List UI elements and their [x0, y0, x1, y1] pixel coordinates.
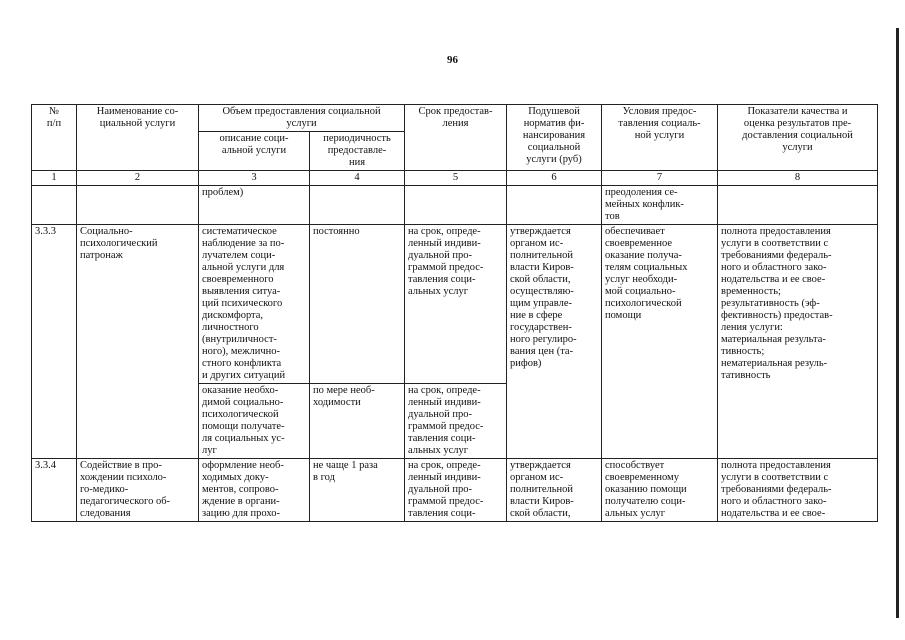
continuation-conditions: преодоления се- мейных конфлик- тов [602, 186, 718, 225]
row-number: 3.3.3 [32, 225, 77, 459]
continuation-row [32, 186, 878, 225]
header-volume-group: Объем предоставления социальной услуги [199, 105, 405, 132]
column-number: 2 [77, 171, 199, 186]
service-description: оформление необ- ходимых доку- ментов, сопрово- ждение в органи- зацию для прохо- [199, 459, 310, 522]
service-conditions: обеспечивает своевременное оказание получа- телям социальных услуг необходи- мой социально- психологической помощи [605, 226, 688, 321]
column-number-row [32, 171, 878, 186]
service-periodicity: по мере необ- ходимости [310, 384, 405, 459]
service-term: на срок, опреде- ленный индиви- дуальной про- граммой предос- тавления соци- альных услуг [405, 384, 507, 459]
header-indicators: Показатели качества и оценка результатов пре- доставления социальной услуги [718, 105, 878, 171]
table-row [32, 459, 878, 522]
table-row [32, 225, 878, 384]
table-cell [405, 186, 507, 225]
service-conditions: способствует своевременному оказанию помощи получателю соци- альных услуг [602, 459, 718, 522]
table-cell [507, 186, 602, 225]
service-periodicity: не чаще 1 раза в год [310, 459, 405, 522]
social-services-table [31, 104, 878, 522]
service-norm: утверждается органом ис- полнительной власти Киров- ской области, [507, 459, 602, 522]
service-description: систематическое наблюдение за по- лучателем соци- альной услуги для своевременного выявления ситуа- ций психического дискомфорта, личностного (внутриличност- ного), межлично- стного конфликта и других ситуаций [199, 225, 310, 384]
header-conditions: Условия предос- тавления социаль- ной услуги [602, 105, 718, 171]
column-number: 4 [310, 171, 405, 186]
table-cell [32, 186, 77, 225]
scan-edge-bar [896, 28, 899, 618]
column-number: 6 [507, 171, 602, 186]
service-norm: утверждается органом ис- полнительной власти Киров- ской области, осуществляю- щим управле- ние в сфере государствен- ного регулиро- вания цен (та- рифов) [507, 225, 602, 459]
column-number: 5 [405, 171, 507, 186]
service-conditions-cell [602, 225, 718, 459]
header-periodicity: периодичность предоставле- ния [310, 132, 405, 171]
service-indicators: полнота предоставления услуги в соответствии с требованиями федераль- ного и областного зако- нодательства и ее свое- [718, 459, 878, 522]
page-number: 96 [447, 54, 458, 66]
header-description: описание соци- альной услуги [199, 132, 310, 171]
column-number: 7 [602, 171, 718, 186]
table-cell [310, 186, 405, 225]
service-term: на срок, опреде- ленный индиви- дуальной про- граммой предос- тавления соци- [405, 459, 507, 522]
header-service-name: Наименование со- циальной услуги [77, 105, 199, 171]
header-row [32, 105, 878, 132]
service-name: Социально- психологический патронаж [77, 225, 199, 459]
column-number: 8 [718, 171, 878, 186]
service-description: оказание необхо- димой социально- психологической помощи получате- ля социальных ус- луг [199, 384, 310, 459]
column-number: 3 [199, 171, 310, 186]
header-term: Срок предостав- ления [405, 105, 507, 171]
service-periodicity: постоянно [310, 225, 405, 384]
row-number: 3.3.4 [32, 459, 77, 522]
column-number: 1 [32, 171, 77, 186]
table-cell [77, 186, 199, 225]
service-name: Содействие в про- хождении психоло- го-медико- педагогического об- следования [77, 459, 199, 522]
continuation-description: проблем) [199, 186, 310, 225]
service-indicators: полнота предоставления услуги в соответствии с требованиями федераль- ного и областного зако- нодательства и ее свое- временность; результативность (эф- фективность) предостав- ления услуги: материальная результа- тивность; нематериальная резуль- тативность [721, 226, 833, 381]
service-term: на срок, опреде- ленный индиви- дуальной про- граммой предос- тавления соци- альных услуг [405, 225, 507, 384]
header-norm: Подушевой норматив фи- нансирования социальной услуги (руб) [507, 105, 602, 171]
service-indicators-cell [718, 225, 878, 459]
table-cell [718, 186, 878, 225]
header-number: № п/п [32, 105, 77, 171]
